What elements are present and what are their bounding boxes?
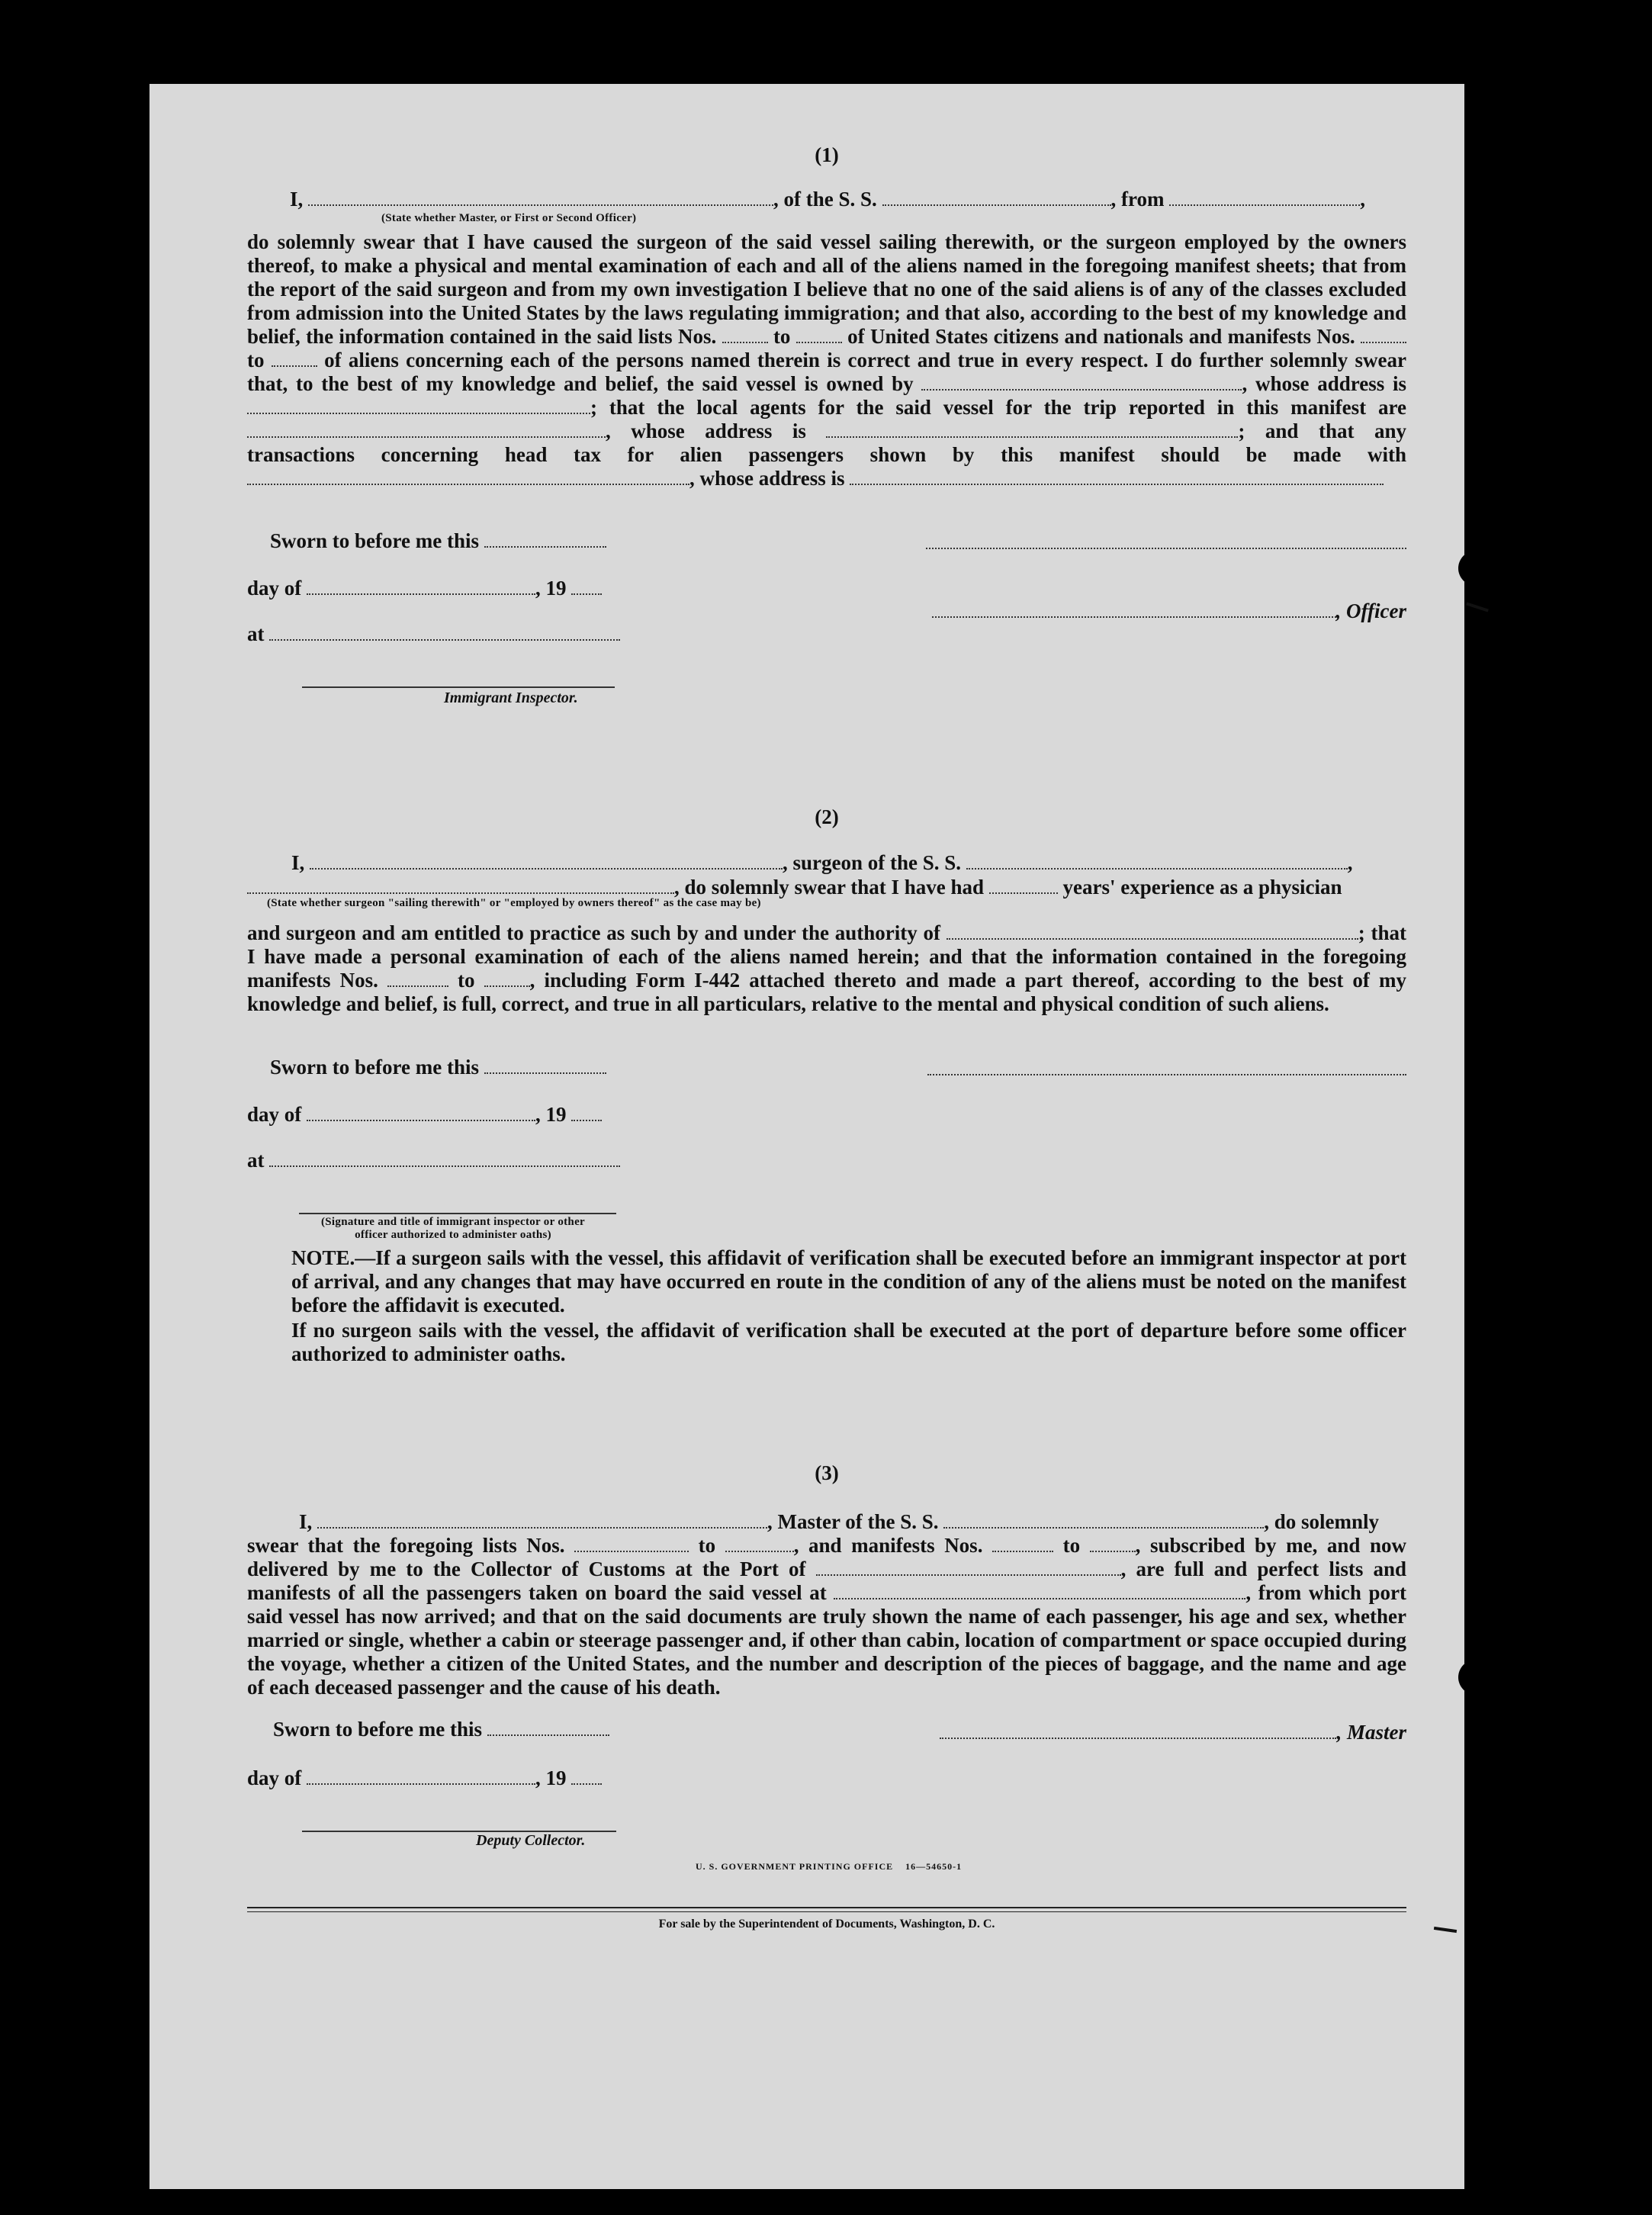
- s1-owner-address-blank[interactable]: [247, 397, 590, 414]
- footer-rule-2: [247, 1911, 1406, 1912]
- s1-inspector-line[interactable]: [302, 685, 615, 688]
- s2-at-row: [247, 1149, 620, 1172]
- s2-signature-note: (Signature and title of immigrant inspector or other officer authorized to administer oaths): [321, 1216, 585, 1241]
- edge-mark-top: [1466, 602, 1489, 612]
- s3-full-perfect: , are full and perfect lists and: [1120, 1558, 1407, 1580]
- s2-surgeon-of: , surgeon of the S. S.: [783, 851, 962, 874]
- s2-body1: that I have made a personal examination of each of the aliens named herein; and that the information contained in the foregoing manifests Nos.: [247, 921, 1407, 992]
- s3-from-which: , from which: [1245, 1581, 1361, 1604]
- s1-agents-address-blank[interactable]: [826, 421, 1238, 438]
- s2-semicolon: ;: [1358, 921, 1365, 944]
- punch-hole-top: [1458, 551, 1493, 586]
- s1-head-tax-blank[interactable]: [247, 468, 689, 485]
- s1-officer-row: [926, 600, 1406, 623]
- s1-sworn-row: [270, 529, 606, 553]
- s2-day-of: day of: [247, 1103, 302, 1126]
- s1-agents: that the local agents for the said vessel for the trip reported in this manifest are: [609, 396, 1407, 419]
- s1-inspector-caption: Immigrant Inspector.: [444, 690, 578, 706]
- s2-surgeon-note: (State whether surgeon "sailing therewith" or "employed by owners thereof" as the case may be): [267, 897, 761, 909]
- s1-list-to-blank[interactable]: [796, 326, 842, 343]
- s1-body: do solemnly swear that I have caused the surgeon of the said vessel sailing therewith, or the surgeon employed by the owners thereof, to make a physical and mental examination of each and all of the aliens named in the foregoing manifest sheets; that from the report of the said surgeon and from my own investigation I believe that no one of the said aliens is of any of the classes excluded from admission into the United States by the laws regulating immigration; and that also, according to the best of my knowledge and belief, the information contained in the said lists Nos.: [247, 230, 1406, 348]
- s3-manifest-to-blank[interactable]: [1090, 1535, 1136, 1552]
- s2-surgeon-name-blank[interactable]: [310, 853, 783, 870]
- s2-sworn-row: [270, 1056, 606, 1079]
- s3-manifest-from-blank[interactable]: [992, 1535, 1053, 1552]
- s1-head-tax-address-blank[interactable]: [850, 468, 1384, 485]
- s2-signature-line[interactable]: [299, 1211, 616, 1214]
- s2-surgeon-signature-line[interactable]: [927, 1072, 1406, 1075]
- s1-semicolon1: ;: [590, 396, 597, 419]
- s3-solemnly: , do solemnly: [1264, 1510, 1380, 1533]
- s2-year-blank[interactable]: [571, 1104, 602, 1121]
- s2-at-blank[interactable]: [269, 1150, 620, 1167]
- s1-officer-signature-line[interactable]: [926, 546, 1406, 549]
- s2-note-label: NOTE.: [291, 1246, 355, 1269]
- s3-to2: to: [1062, 1534, 1081, 1557]
- s2-end: ,: [1347, 851, 1353, 874]
- s3-list-to-blank[interactable]: [725, 1535, 794, 1552]
- s2-to: to: [458, 969, 475, 992]
- s1-manifest-to-blank[interactable]: [272, 350, 317, 367]
- s1-end: ,: [1360, 188, 1366, 211]
- section-2-body: [247, 921, 1406, 1016]
- s1-officer-label: , Officer: [1335, 600, 1406, 622]
- s3-sworn-row: [273, 1718, 609, 1741]
- s1-cont2: of aliens concerning each of the persons named therein is correct and true in every respect. I do further solemnly swear that, to the best of my knowledge and belief, the said vessel is owned by: [247, 349, 1407, 395]
- s3-day-of: day of: [247, 1767, 302, 1789]
- s3-sworn-blank[interactable]: [487, 1719, 609, 1736]
- s1-day-blank[interactable]: [307, 578, 535, 595]
- s2-at: at: [247, 1149, 265, 1172]
- s1-comma1: ,: [606, 420, 611, 442]
- s3-body: port said vessel has now arrived; and that on the said documents are truly shown the name of each passenger, his age and sex, whether married or single, whether a cabin or steerage passenger and, if other than cabin, location of compartment or space occupied during the voyage, whether a citizen of the United States, and the number and description of the pieces of baggage, and the name and age of each deceased passenger and the cause of his death.: [247, 1581, 1407, 1699]
- section-2-line2: [247, 876, 1406, 899]
- s3-master-row: [926, 1721, 1406, 1744]
- s3-port-blank[interactable]: [816, 1559, 1121, 1576]
- s1-vessel-blank[interactable]: [882, 189, 1111, 206]
- s2-note2: If no surgeon sails with the vessel, the affidavit of verification shall be executed at the port of departure before some officer authorized to administer oaths.: [291, 1319, 1406, 1365]
- section-3-line1: [299, 1510, 1406, 1534]
- s3-list-from-blank[interactable]: [574, 1535, 689, 1552]
- section-2-line1: [291, 851, 1406, 875]
- s3-embark-blank[interactable]: [834, 1583, 1245, 1599]
- s3-master-name-blank[interactable]: [317, 1512, 767, 1529]
- s1-whose-address1: , whose address is: [1242, 372, 1407, 395]
- s1-owner-blank[interactable]: [921, 374, 1242, 391]
- s1-cont1: of United States citizens and nationals and manifests Nos.: [847, 325, 1355, 348]
- s2-years: years' experience as a physician: [1062, 876, 1342, 899]
- s3-manifests: manifests of all the passengers taken on board the said vessel at: [247, 1581, 827, 1604]
- s2-sworn-blank[interactable]: [484, 1057, 606, 1074]
- s1-to2: to: [247, 349, 265, 371]
- s2-manifest-from-blank[interactable]: [387, 970, 448, 987]
- s1-list-from-blank[interactable]: [722, 326, 768, 343]
- s3-year: , 19: [535, 1767, 567, 1789]
- s3-year-blank[interactable]: [571, 1768, 602, 1785]
- section-1-number: (1): [815, 143, 839, 166]
- s1-year-blank[interactable]: [571, 578, 602, 595]
- s1-at-blank[interactable]: [269, 624, 620, 641]
- s1-at: at: [247, 622, 265, 645]
- footer-rule-1: [247, 1907, 1406, 1908]
- s3-deputy-caption: Deputy Collector.: [476, 1832, 586, 1849]
- section-3-number: (3): [815, 1461, 839, 1484]
- s2-note1: —If a surgeon sails with the vessel, this affidavit of verification shall be executed before an immigrant inspector at port of arrival, and any changes that may have occurred en route in the condition of any of the aliens must be noted on the manifest before the affidavit is executed.: [291, 1246, 1406, 1316]
- printing-office-line: U. S. GOVERNMENT PRINTING OFFICE 16—54650-1: [696, 1861, 963, 1872]
- s1-head-tax: ; and that any transactions concerning head tax for alien passengers shown by this manifest should be made with: [247, 420, 1407, 466]
- s2-day-blank[interactable]: [307, 1104, 535, 1121]
- s1-of-ss: , of the S. S.: [773, 188, 877, 211]
- footer-text: For sale by the Superintendent of Documents, Washington, D. C.: [658, 1918, 995, 1930]
- edge-mark-bottom: [1434, 1927, 1457, 1933]
- s1-sworn-blank[interactable]: [484, 531, 606, 548]
- section-2-number: (2): [815, 805, 839, 828]
- section-1-body: [247, 230, 1406, 490]
- s1-officer-blank2[interactable]: [932, 601, 1336, 618]
- s1-whose-address2: whose address is: [631, 420, 806, 442]
- s3-sworn: Sworn to before me this: [273, 1718, 482, 1741]
- s2-line2: , do solemnly swear that I have had: [674, 876, 985, 899]
- s1-officer-blank[interactable]: [308, 189, 773, 206]
- s1-day-of: day of: [247, 577, 302, 600]
- s1-i: I,: [290, 188, 304, 211]
- s3-i: I,: [299, 1510, 313, 1533]
- s3-master-label: , Master: [1336, 1721, 1406, 1744]
- s1-day-row: [247, 577, 602, 600]
- s2-i: I,: [291, 851, 305, 874]
- s3-swear: swear that the foregoing lists Nos.: [247, 1534, 565, 1557]
- s1-to1: to: [773, 325, 791, 348]
- s3-delivered: delivered by me to the Collector of Customs at the Port of: [247, 1558, 806, 1580]
- s2-body2: , including Form I-442 attached thereto and made a part thereof, according to the best of my knowledge and belief, is full, correct, and true in all particulars, relative to the mental and physical condition of such aliens.: [247, 969, 1407, 1015]
- s1-officer-note: (State whether Master, or First or Second Officer): [381, 212, 637, 224]
- s3-day-blank[interactable]: [307, 1768, 535, 1785]
- s1-port-blank[interactable]: [1169, 189, 1360, 206]
- s1-whose-address3: , whose address is: [689, 467, 845, 490]
- s2-year: , 19: [535, 1103, 567, 1126]
- section-3-body: [247, 1534, 1406, 1699]
- s2-vessel-blank[interactable]: [966, 853, 1348, 870]
- s3-vessel-blank[interactable]: [943, 1512, 1264, 1529]
- s3-and-manifests: , and manifests Nos.: [793, 1534, 983, 1557]
- s2-day-row: [247, 1103, 602, 1127]
- s2-status-blank[interactable]: [247, 877, 674, 894]
- s2-years-blank[interactable]: [989, 877, 1058, 894]
- s1-manifest-from-blank[interactable]: [1361, 326, 1406, 343]
- section-1-line1: [290, 188, 1406, 211]
- s3-day-row: [247, 1767, 602, 1790]
- s2-authority-blank[interactable]: [947, 923, 1358, 940]
- s1-from: , from: [1110, 188, 1165, 211]
- punch-hole-bottom: [1458, 1660, 1493, 1695]
- s2-authority: and surgeon and am entitled to practice as such by and under the authority of: [247, 921, 941, 944]
- s3-master-of: , Master of the S. S.: [767, 1510, 939, 1533]
- s1-sworn: Sworn to before me this: [270, 529, 479, 552]
- s2-sworn: Sworn to before me this: [270, 1056, 479, 1079]
- s3-subscribed: , subscribed by me, and now: [1135, 1534, 1407, 1557]
- s1-agents-blank[interactable]: [247, 421, 606, 438]
- section-2-note: [247, 1246, 1406, 1366]
- s3-master-signature-blank[interactable]: [940, 1722, 1336, 1739]
- document-page: [149, 84, 1464, 2189]
- s2-manifest-to-blank[interactable]: [484, 970, 530, 987]
- s1-at-row: [247, 622, 620, 646]
- s3-to1: to: [698, 1534, 716, 1557]
- s1-year: , 19: [535, 577, 567, 600]
